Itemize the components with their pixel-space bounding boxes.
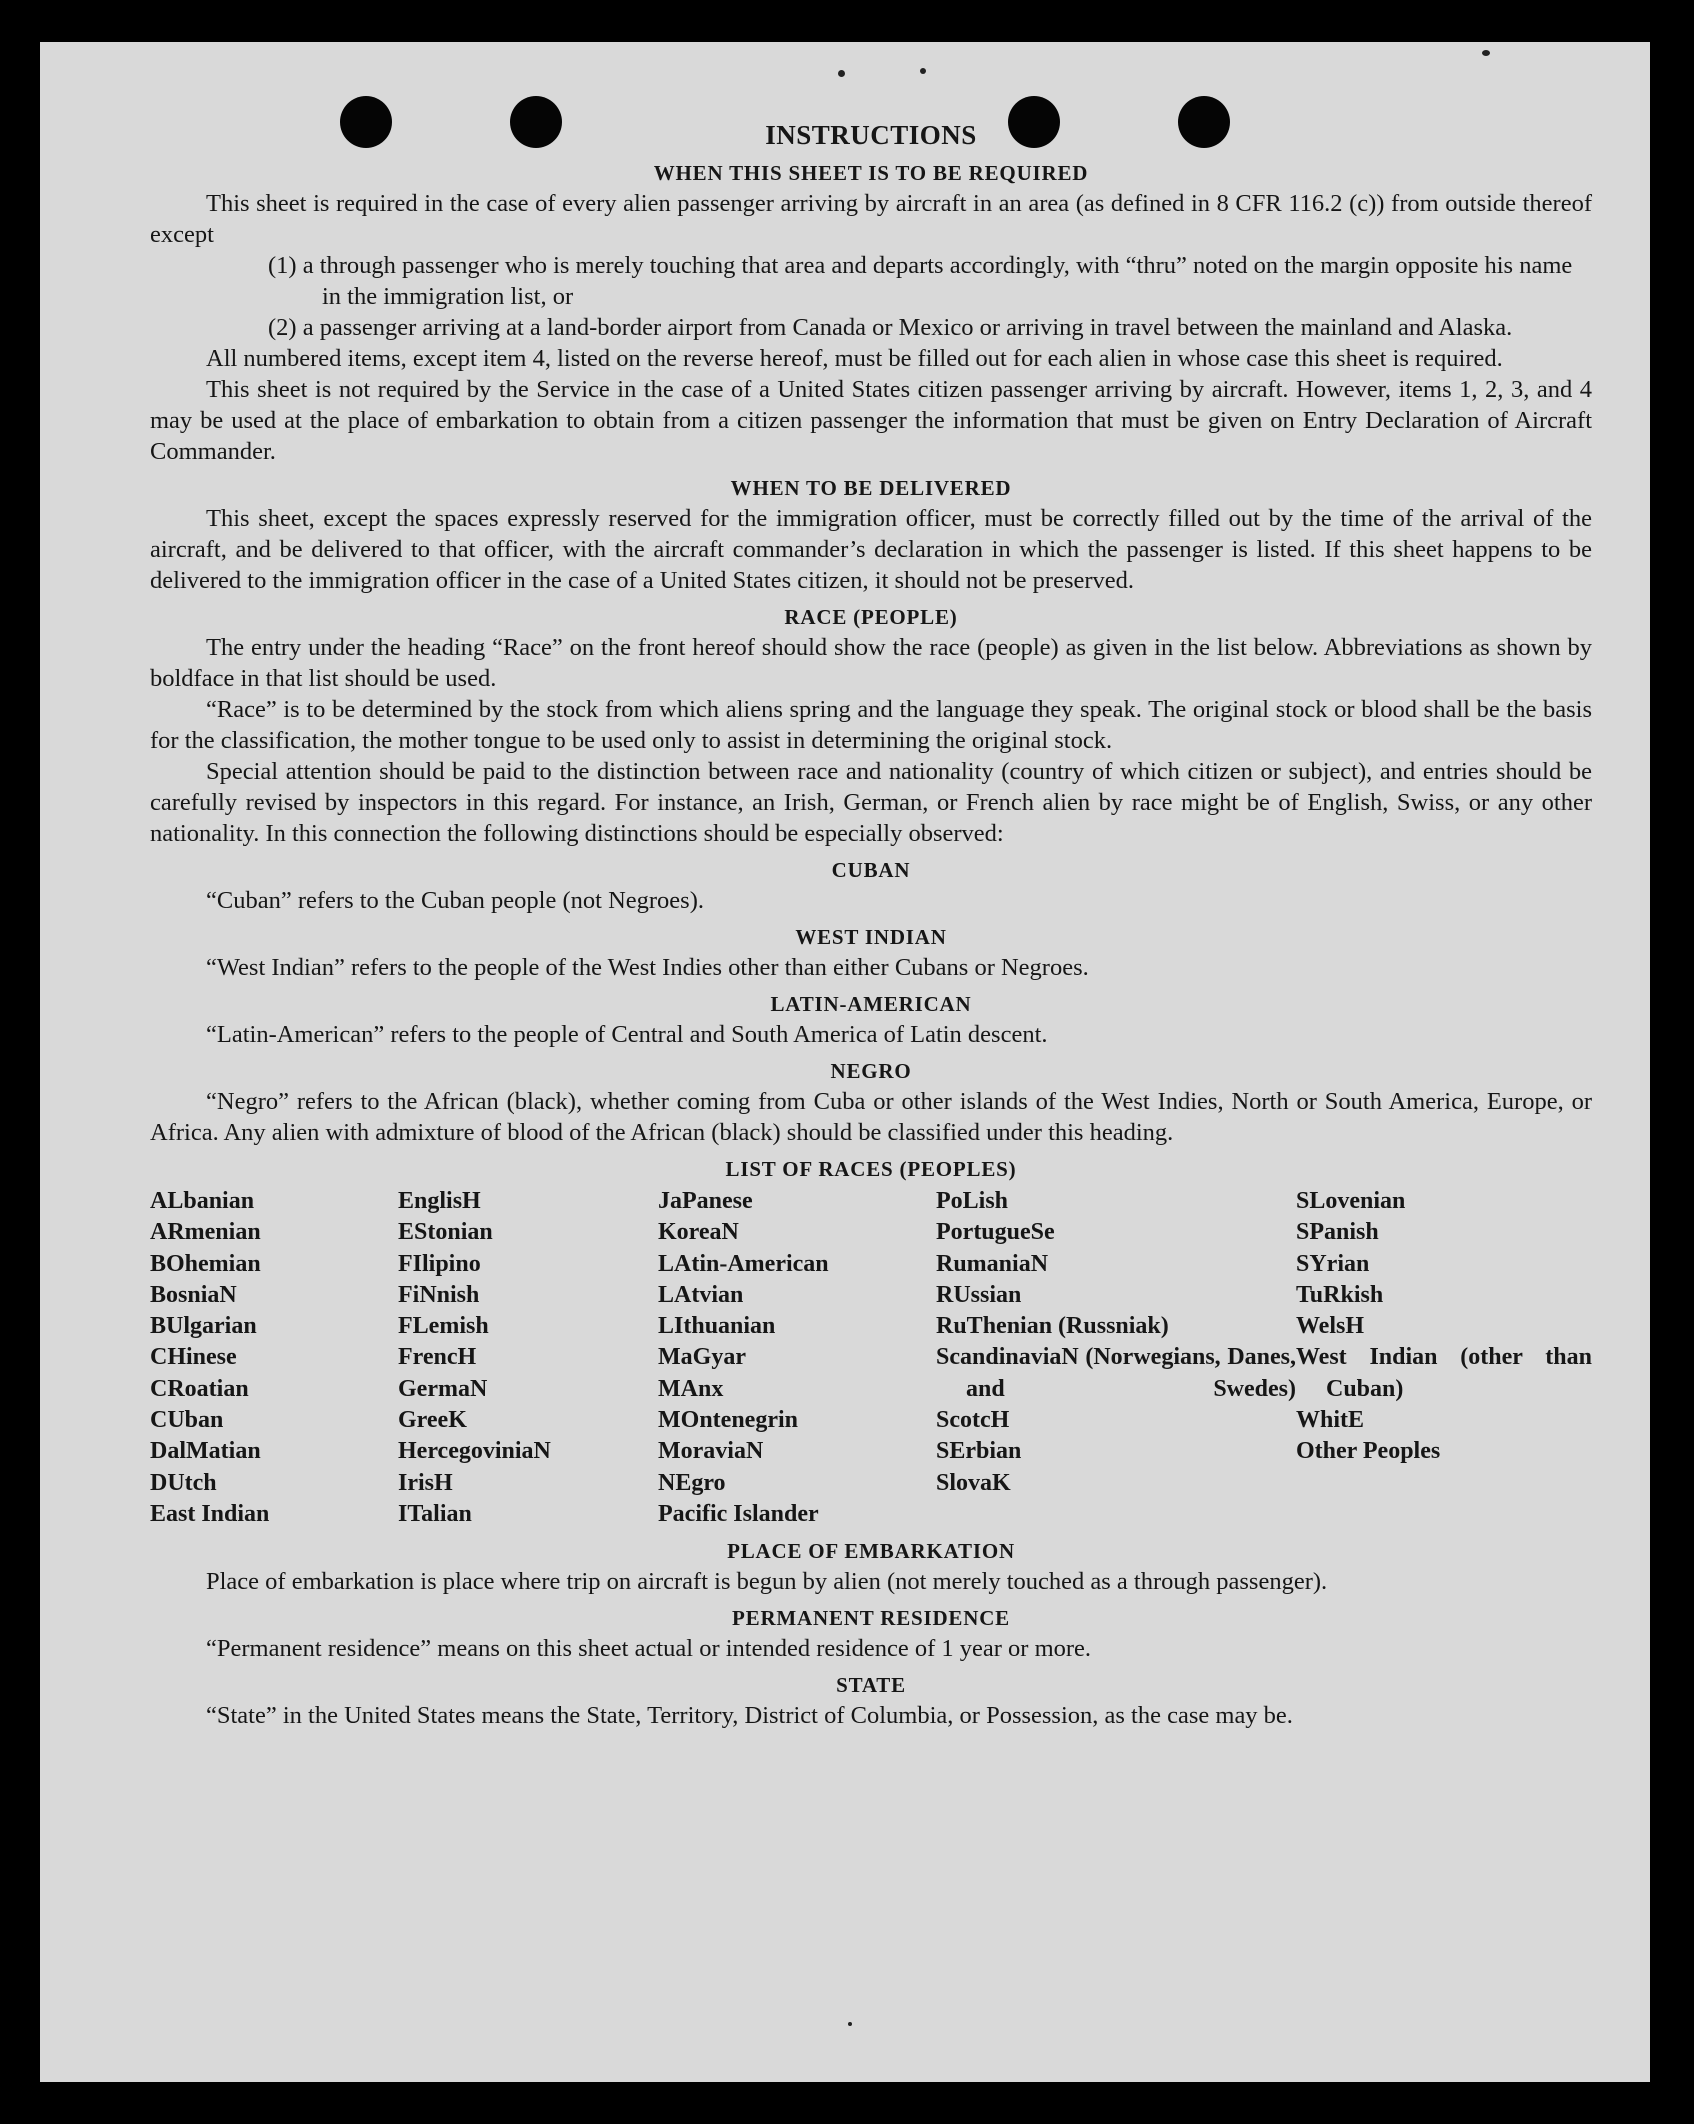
heading-place-of-embarkation: PLACE OF EMBARKATION (727, 1539, 1015, 1564)
paragraph: “Negro” refers to the African (black), whether coming from Cuba or other islands of the West Indies, North or South America, Europe, or Africa. Any alien with admixture of blood of the African (black) should be classified under this heading. (150, 1088, 1592, 1146)
paragraph: This sheet is not required by the Service in the case of a United States citizen passenger arriving by aircraft. However, items 1, 2, 3, and 4 may be used at the place of embarkation to obtain from a citizen passenger the information that must be given on Entry Declaration of Aircraft Commander. (150, 376, 1592, 465)
race-item: SErbian (936, 1438, 1022, 1465)
heading-when-required: WHEN THIS SHEET IS TO BE REQUIRED (653, 161, 1089, 185)
race-item: GreeK (398, 1407, 467, 1434)
document-sheet (40, 42, 1650, 2082)
ink-speck (1482, 50, 1490, 56)
paragraph: “West Indian” refers to the people of the West Indies other than either Cubans or Negroes. (206, 954, 1089, 981)
race-item: JaPanese (658, 1188, 753, 1214)
race-item: ALbanian (150, 1188, 255, 1214)
race-item: FLemish (398, 1313, 489, 1340)
race-column-3 (658, 1186, 936, 1530)
race-item: SLovenian (1296, 1188, 1406, 1214)
paragraph: Special attention should be paid to the distinction between race and nationality (country of which citizen or subject), and entries should be carefully revised by inspectors in this regard. For instance, an Irish, German, or French alien by race might be of English, Swiss, or any other nationality. In this connection the following distinctions should be especially observed: (150, 758, 1592, 847)
ink-speck (920, 68, 926, 74)
race-item: ScotcH (936, 1407, 1010, 1434)
paragraph: “Latin-American” refers to the people of Central and South America of Latin descent. (206, 1021, 1048, 1048)
race-column-4 (936, 1186, 1296, 1530)
race-item: WelsH (1296, 1313, 1365, 1340)
race-list (150, 1186, 1592, 1530)
heading-west-indian: WEST INDIAN (795, 925, 947, 949)
race-column-5 (1296, 1186, 1592, 1530)
ink-speck (848, 2022, 852, 2026)
paragraph: Place of embarkation is place where trip on aircraft is begun by alien (not merely touched as a through passenger). (206, 1568, 1328, 1596)
race-item: BOhemian (150, 1250, 261, 1277)
paragraph: All numbered items, except item 4, listed on the reverse hereof, must be filled out for each alien in whose case this sheet is required. (206, 345, 1503, 372)
race-item: PoLish (936, 1188, 1009, 1214)
race-item: LAtvian (658, 1281, 744, 1308)
heading-list-of-races: LIST OF RACES (PEOPLES) (725, 1157, 1017, 1181)
race-item: KoreaN (658, 1219, 739, 1246)
race-item: LAtin-American (658, 1250, 829, 1277)
race-item: SPanish (1296, 1219, 1379, 1246)
race-item: FIlipino (398, 1250, 481, 1277)
race-item: CHinese (150, 1344, 237, 1371)
race-item: PortugueSe (936, 1219, 1055, 1246)
race-item: IrisH (398, 1469, 453, 1496)
race-item: SlovaK (936, 1469, 1011, 1496)
paragraph: “Cuban” refers to the Cuban people (not Negroes). (206, 887, 704, 914)
race-item: ARmenian (150, 1219, 261, 1246)
ink-speck (838, 70, 845, 77)
instructions-content (150, 118, 1592, 1731)
heading-when-delivered: WHEN TO BE DELIVERED (730, 476, 1012, 500)
race-item: BosniaN (150, 1281, 237, 1308)
exception-item-1: (1) a through passenger who is merely touching that area and departs accordingly, with “thru” noted on the margin opposite his name in the immigration list, or (268, 252, 1573, 310)
paragraph: “Race” is to be determined by the stock from which aliens spring and the language they speak. The original stock or blood shall be the basis for the classification, the mother tongue to be used only to assist in determining the original stock. (150, 696, 1592, 754)
race-item: HercegoviniaN (398, 1438, 551, 1465)
heading-race: RACE (PEOPLE) (784, 605, 958, 629)
race-item: CRoatian (150, 1375, 249, 1402)
race-item: RUssian (936, 1281, 1022, 1308)
race-item: ScandinaviaN (Norwegians, Danes, and Swedes) (936, 1344, 1296, 1402)
race-item: East Indian (150, 1500, 270, 1527)
paragraph: “Permanent residence” means on this sheet actual or intended residence of 1 year or more. (206, 1635, 1092, 1663)
race-item: Pacific Islander (658, 1500, 819, 1527)
race-item: RuThenian (Russniak) (936, 1313, 1169, 1340)
heading-latin-american: LATIN-AMERICAN (770, 992, 972, 1016)
heading-cuban: CUBAN (831, 858, 911, 882)
exception-item-2: (2) a passenger arriving at a land-border airport from Canada or Mexico or arriving in travel between the mainland and Alaska. (268, 314, 1513, 341)
race-item: LIthuanian (658, 1313, 776, 1340)
page-title: INSTRUCTIONS (765, 120, 977, 150)
race-item: FrencH (398, 1344, 477, 1371)
race-column-1 (150, 1186, 398, 1530)
race-item: MOntenegrin (658, 1407, 798, 1434)
race-item: MoraviaN (658, 1438, 764, 1465)
race-item: SYrian (1296, 1250, 1370, 1277)
paragraph: This sheet is required in the case of every alien passenger arriving by aircraft in an area (as defined in 8 CFR 116.2 (c)) from outside thereof except (150, 190, 1592, 248)
paragraph: “State” in the United States means the State, Territory, District of Columbia, or Possession, as the case may be. (206, 1702, 1293, 1730)
race-item: CUban (150, 1407, 224, 1434)
race-item: DalMatian (150, 1438, 261, 1465)
race-item: TuRkish (1296, 1281, 1384, 1308)
race-item: FiNnish (398, 1281, 480, 1308)
race-item: NEgro (658, 1469, 726, 1496)
paragraph: The entry under the heading “Race” on the front hereof should show the race (people) as given in the list below. Abbreviations as shown by boldface in that list should be used. (150, 634, 1592, 692)
race-item: BUlgarian (150, 1313, 257, 1340)
race-item: MAnx (658, 1375, 724, 1402)
heading-permanent-residence: PERMANENT RESIDENCE (732, 1606, 1010, 1631)
race-item: DUtch (150, 1469, 217, 1496)
race-item: Other Peoples (1296, 1438, 1441, 1465)
race-item: RumaniaN (936, 1250, 1049, 1277)
race-item: ITalian (398, 1500, 472, 1527)
heading-state: STATE (836, 1673, 906, 1698)
heading-negro: NEGRO (830, 1059, 912, 1083)
race-item: EStonian (398, 1219, 493, 1246)
race-item: West Indian (other than Cuban) (1296, 1344, 1592, 1402)
race-column-2 (398, 1186, 658, 1530)
paragraph: This sheet, except the spaces expressly reserved for the immigration officer, must be correctly filled out by the time of the arrival of the aircraft, and be delivered to that officer, with the aircraft commander’s declaration in which the passenger is listed. If this sheet happens to be delivered to the immigration officer in the case of a United States citizen, it should not be preserved. (150, 505, 1592, 594)
race-item: GermaN (398, 1375, 488, 1402)
race-item: WhitE (1296, 1407, 1365, 1434)
race-item: EnglisH (398, 1188, 481, 1214)
race-item: MaGyar (658, 1344, 746, 1371)
